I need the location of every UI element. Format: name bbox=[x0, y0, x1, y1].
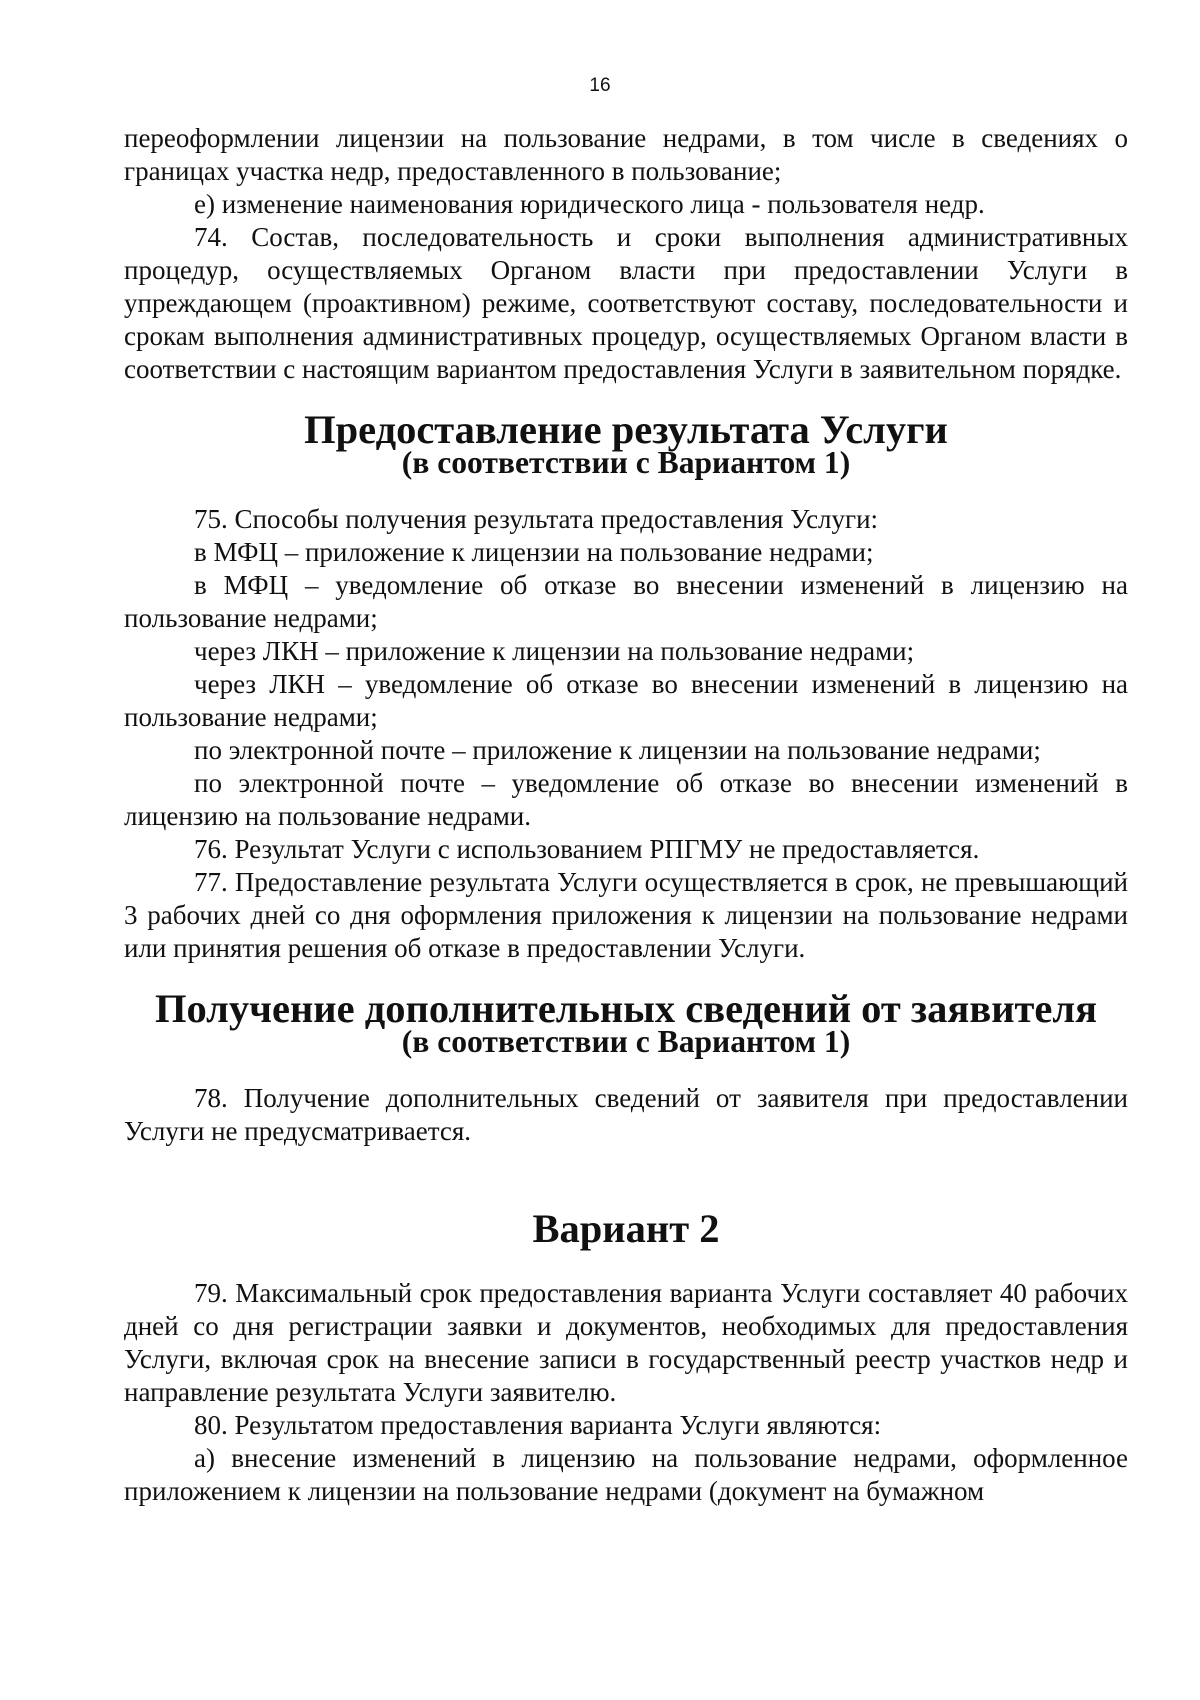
paragraph-74: 74. Состав, последовательность и сроки выполнения административных процедур, осуществляемых Органом власти при предоставлении Услуги в упреждающем (проактивном) режиме, соответствуют составу, последовательности и срокам выполнения административных процедур, осуществляемых Органом власти в соответствии с настоящим вариантом предоставления Услуги в заявительном порядке. bbox=[124, 222, 1128, 384]
paragraph-continuation: переоформлении лицензии на пользование недрами, в том числе в сведениях о границах участка недр, предоставленного в пользование; bbox=[124, 123, 1128, 186]
list-item-email-appendix: по электронной почте – приложение к лицензии на пользование недрами; bbox=[194, 735, 1041, 765]
paragraph-78: 78. Получение дополнительных сведений от заявителя при предоставлении Услуги не предусматривается. bbox=[124, 1083, 1128, 1146]
section-heading-variant-2: Вариант 2 bbox=[532, 1206, 720, 1251]
paragraph-80: 80. Результатом предоставления варианта Услуги являются: bbox=[194, 1410, 882, 1440]
list-item-email-refusal: по электронной почте – уведомление об отказе во внесении изменений в лицензию на пользование недрами. bbox=[124, 768, 1128, 831]
list-item-lkn-refusal: через ЛКН – уведомление об отказе во внесении изменений в лицензию на пользование недрами; bbox=[124, 669, 1128, 732]
paragraph-75: 75. Способы получения результата предоставления Услуги: bbox=[194, 504, 879, 534]
section-heading-result: Предоставление результата Услуги bbox=[304, 407, 948, 452]
paragraph-79: 79. Максимальный срок предоставления варианта Услуги составляет 40 рабочих дней со дня регистрации заявки и документов, необходимых для предоставления Услуги, включая срок на внесение записи в государственный реестр участков недр и направление результата Услуги заявителю. bbox=[124, 1278, 1128, 1407]
paragraph-item-a: а) внесение изменений в лицензию на пользование недрами, оформленное приложением к лицензии на пользование недрами (документ на бумажном bbox=[124, 1443, 1128, 1506]
page-number: 16 bbox=[589, 75, 611, 96]
document-body bbox=[124, 122, 1128, 1508]
paragraph-item-e: е) изменение наименования юридического лица - пользователя недр. bbox=[194, 189, 985, 219]
section-subheading-result: (в соответствии с Вариантом 1) bbox=[401, 445, 851, 480]
section-heading-additional-info: Получение дополнительных сведений от заявителя bbox=[154, 986, 1098, 1031]
section-subheading-additional-info: (в соответствии с Вариантом 1) bbox=[401, 1024, 851, 1059]
paragraph-77: 77. Предоставление результата Услуги осуществляется в срок, не превышающий 3 рабочих дней со дня оформления приложения к лицензии на пользование недрами или принятия решения об отказе в предоставлении Услуги. bbox=[124, 867, 1128, 963]
list-item-mfc-refusal: в МФЦ – уведомление об отказе во внесении изменений в лицензию на пользование недрами; bbox=[124, 570, 1128, 633]
list-item-lkn-appendix: через ЛКН – приложение к лицензии на пользование недрами; bbox=[194, 636, 915, 666]
paragraph-76: 76. Результат Услуги с использованием РПГМУ не предоставляется. bbox=[194, 834, 980, 864]
list-item-mfc-appendix: в МФЦ – приложение к лицензии на пользование недрами; bbox=[194, 537, 874, 567]
